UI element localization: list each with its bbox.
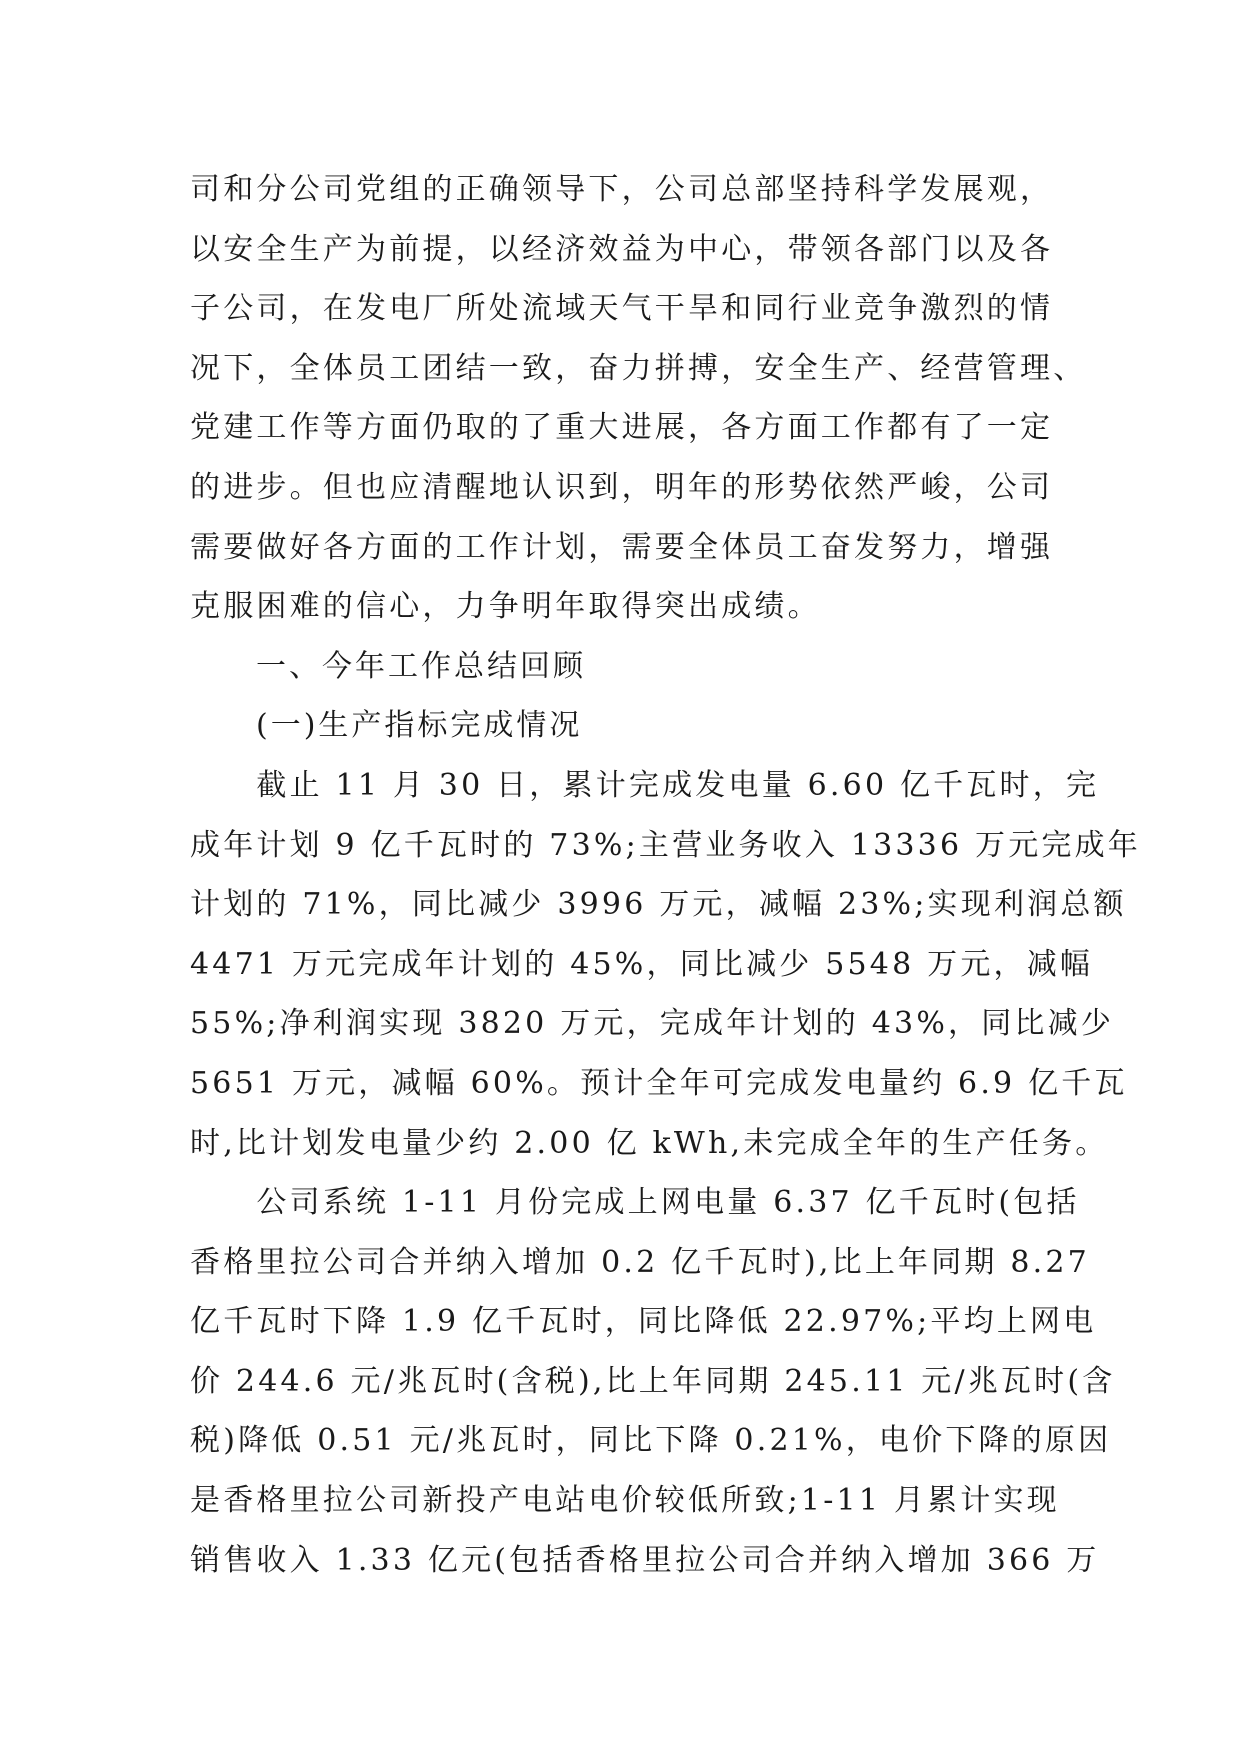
body-line: 公司系统 1-11 月份完成上网电量 6.37 亿千瓦时(包括 [190,1185,1080,1221]
body-line: 价 244.6 元/兆瓦时(含税),比上年同期 245.11 元/兆瓦时(含 [190,1363,1116,1399]
body-line: 成年计划 9 亿千瓦时的 73%;主营业务收入 13336 万元完成年 [190,827,1141,863]
body-line: 销售收入 1.33 亿元(包括香格里拉公司合并纳入增加 366 万 [190,1542,1100,1578]
body-line: 截止 11 月 30 日，累计完成发电量 6.60 亿千瓦时，完 [190,767,1100,803]
body-line: 的进步。但也应清醒地认识到，明年的形势依然严峻，公司 [190,469,1054,505]
body-line: 55%;净利润实现 3820 万元，完成年计划的 43%，同比减少 [190,1006,1115,1042]
body-line: 5651 万元，减幅 60%。预计全年可完成发电量约 6.9 亿千瓦 [190,1065,1128,1101]
subsection-heading: (一)生产指标完成情况 [190,708,583,744]
body-line: 亿千瓦时下降 1.9 亿千瓦时，同比降低 22.97%;平均上网电 [190,1304,1097,1340]
body-line: 是香格里拉公司新投产电站电价较低所致;1-11 月累计实现 [190,1483,1060,1519]
document-body [190,160,1141,1590]
body-line: 党建工作等方面仍取的了重大进展，各方面工作都有了一定 [190,410,1054,446]
body-line: 况下，全体员工团结一致，奋力拼搏，安全生产、经营管理、 [190,350,1087,386]
body-line: 计划的 71%，同比减少 3996 万元，减幅 23%;实现利润总额 [190,887,1127,923]
body-line: 4471 万元完成年计划的 45%，同比减少 5548 万元，减幅 [190,946,1094,982]
body-line: 以安全生产为前提，以经济效益为中心，带领各部门以及各 [190,231,1054,267]
body-line: 时,比计划发电量少约 2.00 亿 kWh,未完成全年的生产任务。 [190,1125,1109,1161]
body-line: 香格里拉公司合并纳入增加 0.2 亿千瓦时),比上年同期 8.27 [190,1244,1090,1280]
body-line: 税)降低 0.51 元/兆瓦时，同比下降 0.21%，电价下降的原因 [190,1423,1112,1459]
section-heading: 一、今年工作总结回顾 [190,648,586,684]
body-line: 需要做好各方面的工作计划，需要全体员工奋发努力，增强 [190,529,1054,565]
body-line: 司和分公司党组的正确领导下，公司总部坚持科学发展观， [190,172,1054,207]
body-line: 子公司，在发电厂所处流域天气干旱和同行业竞争激烈的情 [190,291,1054,327]
body-line: 克服困难的信心，力争明年取得突出成绩。 [190,589,821,625]
